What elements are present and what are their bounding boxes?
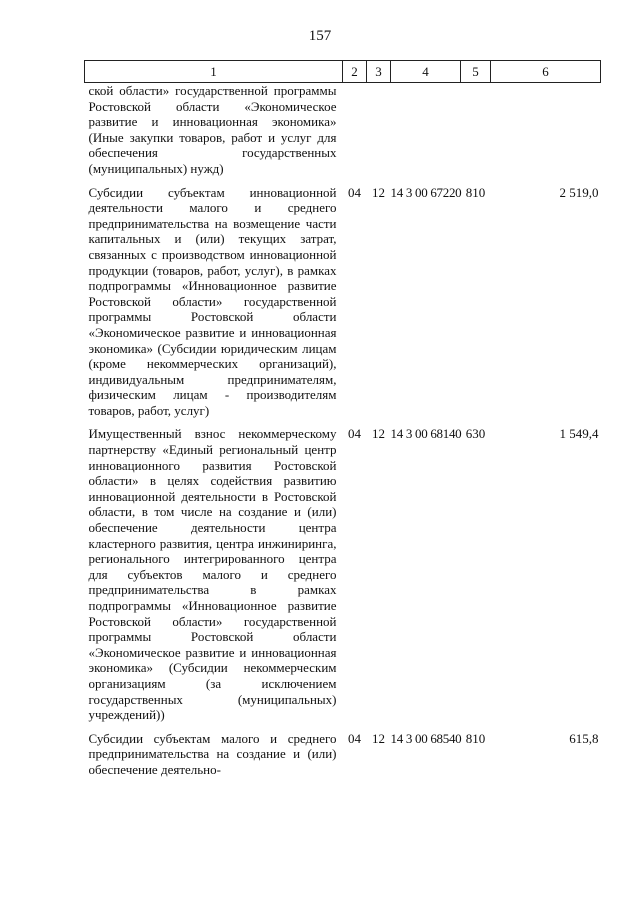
- row-subsection: 12: [372, 184, 385, 200]
- table-row: [85, 426, 601, 730]
- row-subsection: 12: [372, 730, 385, 746]
- table-row: [85, 83, 601, 185]
- row-amount: 2 519,0: [559, 184, 599, 200]
- column-header-4: 4: [391, 61, 461, 83]
- table-header: [85, 61, 601, 83]
- table-body: [85, 83, 601, 786]
- row-amount: 1 549,4: [559, 426, 599, 442]
- table-row: [85, 731, 601, 786]
- row-description: Субсидии субъектам инновационной деятельности малого и среднего предпринимательства на возмещение части капитальных и (или) текущих затрат, связанных с производством инновационной продукции (товаров, работ, услуг), в рамках подпрограммы «Инновационное развитие Ростовской области» государственной программы Ростовской области «Экономическое развитие и инновационная экономика» (Субсидии юридическим лицам (кроме некоммерческих организаций), индивидуальным предпринимателям, физическим лицам - производителям товаров, работ, услуг): [88, 184, 337, 418]
- row-subsection: 12: [372, 426, 385, 442]
- row-expense-type: 630: [465, 426, 486, 442]
- row-target-article: 14 3 00 67220: [390, 184, 462, 200]
- row-description: Имущественный взнос некоммерческому партнерству «Единый региональный центр инновационного развития Ростовской области» в целях содействия развитию инновационной деятельности в Ростовской области, в том числе на создание и (или) обеспечение деятельности центра кластерного развития, центра инжиниринга, регионального интегрированного центра для субъектов малого и среднего предпринимательства в рамках подпрограммы «Инновационное развитие Ростовской области» государственной программы Ростовской области «Экономическое развитие и инновационная экономика» (Субсидии некоммерческим организациям (за исключением государственных (муниципальных) учреждений)): [88, 426, 337, 723]
- row-subsection: [367, 83, 391, 185]
- row-expense-type: [461, 83, 491, 185]
- column-header-2: 2: [343, 61, 367, 83]
- row-amount: 615,8: [569, 730, 599, 746]
- row-amount: [491, 83, 601, 185]
- column-header-5: 5: [461, 61, 491, 83]
- row-section: 04: [348, 426, 361, 442]
- row-target-article: 14 3 00 68540: [390, 730, 462, 746]
- row-target-article: 14 3 00 68140: [390, 426, 462, 442]
- row-expense-type: 810: [465, 730, 486, 746]
- row-section: 04: [348, 184, 361, 200]
- header-row: [85, 61, 601, 83]
- column-header-3: 3: [367, 61, 391, 83]
- table-row: [85, 185, 601, 427]
- column-header-1: 1: [85, 61, 343, 83]
- row-expense-type: 810: [465, 184, 486, 200]
- row-target-article: [391, 83, 461, 185]
- budget-table: [84, 60, 601, 786]
- page-number: 157: [308, 28, 332, 44]
- row-section: 04: [348, 730, 361, 746]
- column-header-6: 6: [491, 61, 601, 83]
- row-section: [343, 83, 367, 185]
- row-description: Субсидии субъектам малого и среднего предпринимательства на создание и (или) обеспечение деятельно-: [88, 730, 337, 777]
- row-description: ской области» государственной программы Ростовской области «Экономическое развитие и инновационная экономика» (Иные закупки товаров, работ и услуг для обеспечения государственных (муниципальных) нужд): [88, 83, 337, 176]
